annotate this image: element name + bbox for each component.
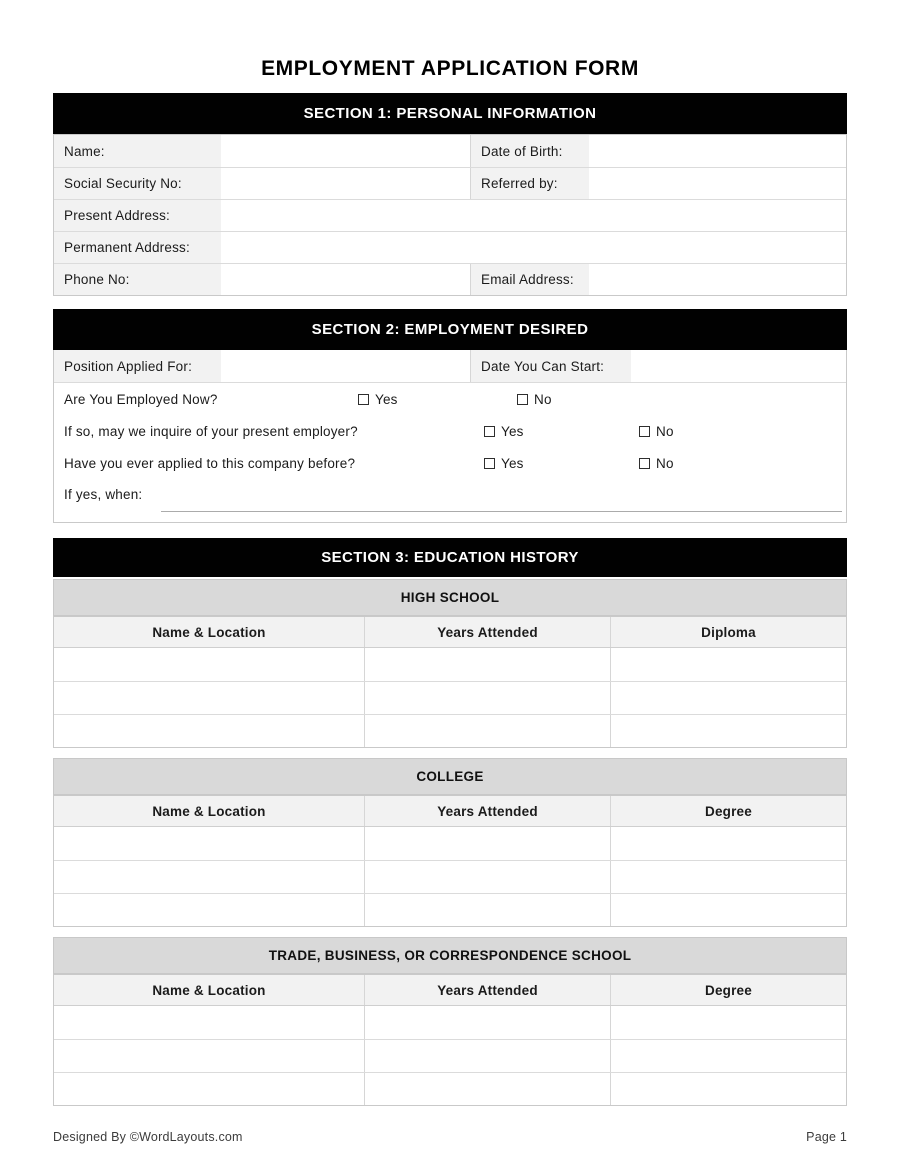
table-row [54,893,846,926]
checkbox-label: Yes [375,391,398,407]
column-header: Name & Location [54,975,365,1005]
employed-now-no-checkbox[interactable] [517,383,552,415]
edu-cell[interactable] [54,648,365,681]
email-label: Email Address: [471,264,589,295]
applied-before-yes-checkbox[interactable] [484,447,524,479]
high-school-table [53,616,847,748]
edu-cell[interactable] [611,1040,846,1072]
date-of-birth-input[interactable] [589,135,846,167]
phone-input[interactable] [221,264,471,295]
checkbox-label: Yes [501,423,524,439]
section3-header-bar: SECTION 3: EDUCATION HISTORY [53,538,847,577]
edu-cell[interactable] [54,861,365,893]
inquire-employer-question: If so, may we inquire of your present employer? [64,423,358,439]
edu-cell[interactable] [54,1073,365,1105]
checkbox-icon[interactable] [639,458,650,469]
page-footer [53,1130,847,1144]
table-header-row [54,796,846,827]
table-row [54,860,846,893]
column-header: Name & Location [54,796,365,826]
edu-cell[interactable] [611,1006,846,1039]
edu-cell[interactable] [611,1073,846,1105]
column-header: Years Attended [365,617,611,647]
edu-cell[interactable] [54,894,365,926]
question-row [54,383,846,415]
if-yes-when-label: If yes, when: [64,487,143,502]
present-address-input[interactable] [221,200,846,231]
column-header: Degree [705,803,752,819]
table-row [54,231,846,263]
table-row [54,199,846,231]
email-input[interactable] [589,264,846,295]
table-row [54,167,846,199]
edu-cell[interactable] [365,1073,611,1105]
table-row [54,714,846,747]
edu-cell[interactable] [365,682,611,714]
position-applied-input[interactable] [221,350,471,382]
employed-now-question: Are You Employed Now? [64,391,218,407]
high-school-subheader: HIGH SCHOOL [53,579,847,616]
table-row [54,1039,846,1072]
edu-cell[interactable] [365,861,611,893]
inquire-employer-no-checkbox[interactable] [639,415,674,447]
permanent-address-label: Permanent Address: [54,232,221,263]
trade-school-subheader: TRADE, BUSINESS, OR CORRESPONDENCE SCHOOL [53,937,847,974]
inquire-employer-yes-checkbox[interactable] [484,415,524,447]
college-subheader: COLLEGE [53,758,847,795]
checkbox-icon[interactable] [639,426,650,437]
ssn-label: Social Security No: [54,168,221,199]
page-content [53,0,847,1144]
page-title: EMPLOYMENT APPLICATION FORM [261,57,639,80]
section1-header-bar: SECTION 1: PERSONAL INFORMATION [53,93,847,134]
checkbox-icon[interactable] [517,394,528,405]
table-row [54,827,846,860]
edu-cell[interactable] [611,894,846,926]
edu-cell[interactable] [54,1006,365,1039]
column-header: Years Attended [365,796,611,826]
table-row [54,1006,846,1039]
edu-cell[interactable] [611,827,846,860]
present-address-label: Present Address: [54,200,221,231]
edu-cell[interactable] [365,648,611,681]
checkbox-icon[interactable] [484,426,495,437]
college-table [53,795,847,927]
checkbox-icon[interactable] [358,394,369,405]
edu-cell[interactable] [611,715,846,747]
edu-cell[interactable] [611,682,846,714]
checkbox-label: Yes [501,455,524,471]
table-row [54,681,846,714]
edu-cell[interactable] [611,861,846,893]
if-yes-when-input-line[interactable] [161,511,842,512]
column-header: Name & Location [54,617,365,647]
start-date-label: Date You Can Start: [471,350,631,382]
edu-cell[interactable] [54,682,365,714]
section2-header-bar: SECTION 2: EMPLOYMENT DESIRED [53,309,847,350]
edu-cell[interactable] [365,1006,611,1039]
table-row [54,263,846,295]
designed-by-credit: Designed By ©WordLayouts.com [53,1130,243,1144]
employed-now-yes-checkbox[interactable] [358,383,398,415]
edu-cell[interactable] [365,894,611,926]
edu-cell[interactable] [54,715,365,747]
applied-before-no-checkbox[interactable] [639,447,674,479]
table-row [54,648,846,681]
table-row [54,350,846,383]
question-row [54,415,846,447]
table-header-row [54,617,846,648]
table-row [54,1072,846,1105]
spacer [53,748,847,758]
edu-cell[interactable] [54,827,365,860]
checkbox-label: No [656,455,674,471]
column-header: Diploma [701,624,756,640]
table-row [54,135,846,167]
table-header-row [54,975,846,1006]
start-date-input[interactable] [631,350,846,382]
ssn-input[interactable] [221,168,471,199]
if-yes-when-row [54,479,846,522]
applied-before-question: Have you ever applied to this company before? [64,455,356,471]
position-applied-label: Position Applied For: [54,350,221,382]
spacer [53,296,847,309]
edu-cell[interactable] [365,715,611,747]
checkbox-label: No [534,391,552,407]
permanent-address-input[interactable] [221,232,846,263]
page-number: Page 1 [806,1130,847,1144]
checkbox-icon[interactable] [484,458,495,469]
column-header: Degree [705,982,752,998]
edu-cell[interactable] [611,648,846,681]
edu-cell[interactable] [365,827,611,860]
referred-by-input[interactable] [589,168,846,199]
edu-cell[interactable] [54,1040,365,1072]
column-header: Years Attended [365,975,611,1005]
spacer [53,523,847,538]
referred-by-label: Referred by: [471,168,589,199]
phone-label: Phone No: [54,264,221,295]
section2-body [53,350,847,523]
edu-cell[interactable] [365,1040,611,1072]
date-of-birth-label: Date of Birth: [471,135,589,167]
checkbox-label: No [656,423,674,439]
name-label: Name: [54,135,221,167]
trade-school-table [53,974,847,1106]
section1-table [53,134,847,296]
spacer [53,927,847,937]
name-input[interactable] [221,135,471,167]
question-row [54,447,846,479]
